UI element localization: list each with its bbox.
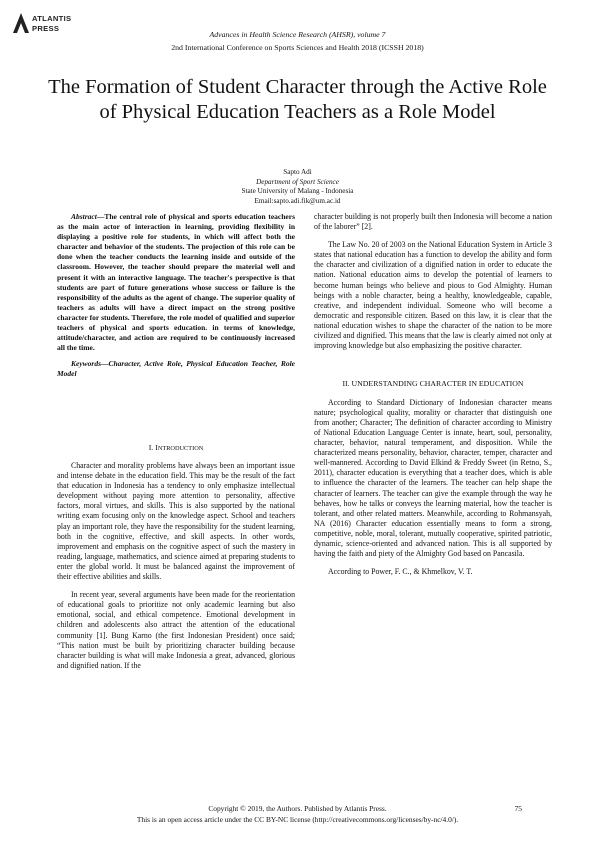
author-department: Department of Sport Science (256, 177, 339, 186)
logo-line-2: PRESS (32, 24, 60, 33)
left-column (57, 212, 295, 676)
continuation-text: character building is not properly built then Indonesia will become a nation of the laborer” [2]. (314, 212, 552, 232)
law-paragraph: The Law No. 20 of 2003 on the National Education System in Article 3 states that national education has a function to develop the ability and form the character and civilization of a dignified nation in order to educate the nation. National education aims to develop the potential of learners to become human beings who believe and pious to God Almighty. Human beings with a noble character, being a healthy, knowledgeable, capable, creative, and independent individual. Someone who will become a democratic and responsible citizen. Based on this law, it is clear that the national education wishes to shape the character of the nation to be more civilized and dignified. This means that the law is clearly aimed not only at improving knowledge but also emphasizing the positive character. (314, 240, 552, 351)
section-1-heading: I. INTRODUCTION (148, 442, 204, 452)
page-footer (0, 804, 595, 825)
paper-title: The Formation of Student Character through the Active Role of Physical Education Teachers as a Role Model (48, 76, 547, 123)
author-email: Email:sapto.adi.fik@um.ac.id (254, 196, 341, 205)
section-2-paragraph-1: According to Standard Dictionary of Indonesian character means nature; psychological quality, morality or character that distinguish one from another; Character; The definition of character according to Ministry of National Education Language Center is innate, heart, soul, personality, character, behavior, natural temperament, and disposition. While the characterized means personality, behavior, character, temper, character and well-mannered. According to David Elkind & Freddy Sweet (in Retno, S., 2011), character education is everything that a teacher does, which is able to influence the character of the learners. The teacher can help shape the character of learners. The teacher can give the example through the way he behaves, how he talks or conveys the learning material, how the teacher is tolerant, and other related matters. Meanwhile, according to Rohmansyah, NA (2016) Character education essentially means to form a strong, competitive, noble, moral, tolerant, mutually cooperative, spirited patriotic, dynamic, science-oriented and advanced nation. This is all supported by having the faith and piety of the Almighty God based on Pancasila. (314, 397, 552, 559)
abstract-label: Abstract (71, 212, 97, 221)
license-line: This is an open access article under the CC BY-NC license (http://creativecommons.org/licenses/by-nc/4.0/). (136, 814, 459, 824)
section-1-paragraph-2: In recent year, several arguments have been made for the reorientation of educational goals to prioritize not only academic learning but also emotional, social, and ethical competence. Emotional development in children and adolescents also attract the attention of the educational community [1]. Bung Karno (the first Indonesian President) once said; “This nation must be built by prioritizing character building because character building is what will make Indonesia a great, advanced, glorious and dignified nation. If the (57, 590, 295, 670)
abstract-text: —The central role of physical and sports education teachers as the main actor of interaction in learning, providing flexibility in displaying a positive role for students, in which will affect both the character and behavior of the students. The projection of this role can be done when the teacher conducts the learning inside and outside of the classroom. However, the teacher should prepare the material well and present it with an interactive language. The teacher's perspective is that students are part of future generations whose success or failure is the responsibility of the adults as the agent of change. The superior quality of teachers as adults will have a direct impact on the strong positive character for students. Therefore, the role model of qualified and superior teachers of physical and sports education. in terms of knowledge, attitude/character, and action are required to be continuously increased all the time. (57, 212, 295, 353)
page-number: 75 (514, 804, 522, 813)
right-column (314, 212, 552, 582)
running-header (0, 28, 595, 54)
copyright-line: Copyright © 2019, the Authors. Published by Atlantis Press. (208, 804, 387, 813)
section-1-paragraph-1: Character and morality problems have always been an important issue and intense debate in the education field. This may be the result of the fact that education in Indonesia has a tendency to only emphasize intellectual development without paying more attention to personality, affective factors, moral virtues, and skills. This is also supported by the national writing exam focusing only on the knowledge aspect. School and teachers play an important role, they have the responsibility for the student learning, both in the cognitive, effective, and skill aspects. In other words, improvement and emphasis on the cognitive aspect of such the mastery in reading, language, mathematics, and science aimed at preparing students to enter the global world. It must be balanced against the improvement of their effective abilities and skills. (57, 461, 295, 582)
section-2-paragraph-2: According to Power, F. C., & Khmelkov, V. T. (328, 567, 473, 577)
author-name: Sapto Adi (283, 168, 312, 176)
author-block (0, 168, 595, 206)
logo-line-1: ATLANTIS (32, 14, 72, 23)
header-conference: 2nd International Conference on Sports Sciences and Health 2018 (ICSSH 2018) (171, 43, 424, 52)
header-volume: Advances in Health Science Research (AHSR), volume 7 (209, 30, 386, 39)
author-university: State University of Malang - Indonesia (241, 187, 354, 196)
keywords: Keywords—Character, Active Role, Physical Education Teacher, Role Model (57, 359, 295, 379)
section-2-heading: II. UNDERSTANDING CHARACTER IN EDUCATION (342, 379, 524, 389)
abstract (57, 212, 295, 353)
